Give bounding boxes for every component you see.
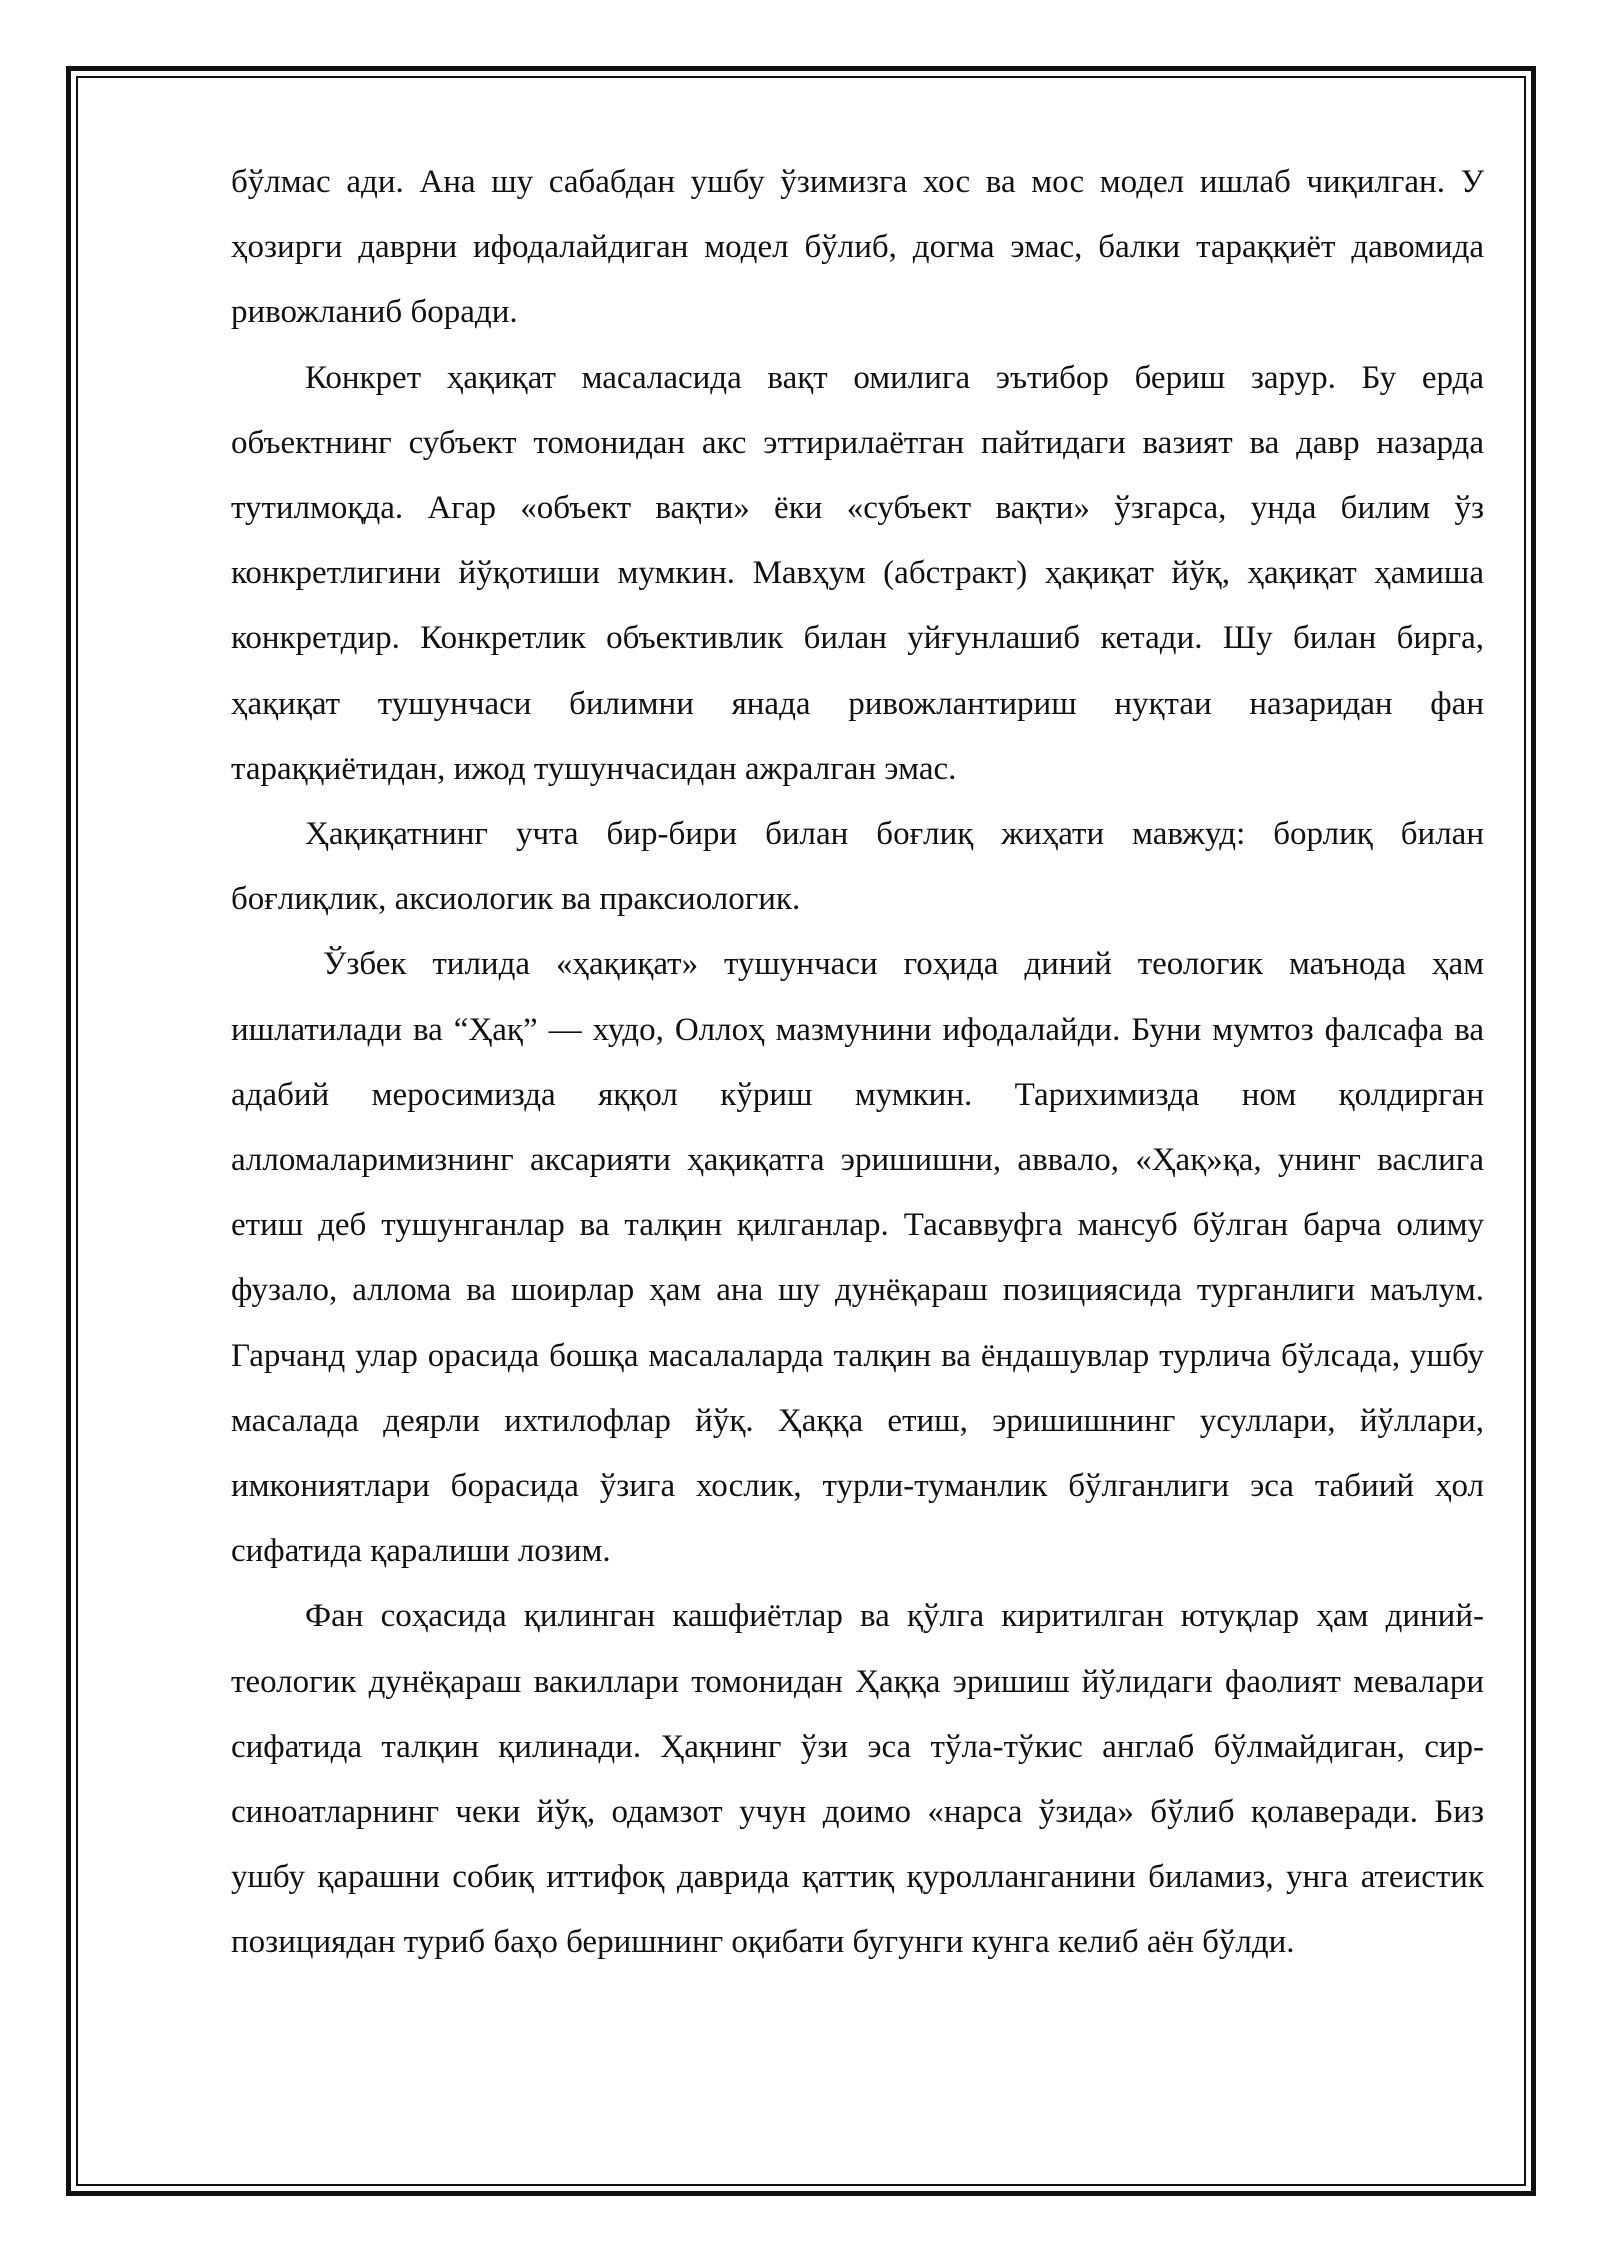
paragraph-continuation: бўлмас ади. Ана шу сабабдан ушбу ўзимизга хос ва мос модел ишлаб чиқилган. У ҳозирги даврни ифодалайдиган модел бўлиб, догма эмас, балки тараққиёт давомида ривожланиб боради. — [231, 164, 1484, 331]
paragraph-science-discoveries: Фан соҳасида қилинган кашфиётлар ва қўлга киритилган ютуқлар ҳам диний-теологик дунёқараш вакиллари томонидан Ҳаққа эришиш йўлидаги фаолият мевалари сифатида талқин қилинади. Ҳақнинг ўзи эса тўла-тўкис англаб бўлмайдиган, сир-синоатларнинг чеки йўқ, одамзот учун доимо «нарса ўзида» бўлиб қолаверади. Биз ушбу қарашни собиқ иттифоқ даврида қаттиқ қуролланганини биламиз, унга атеистик позициядан туриб баҳо беришнинг оқибати бугунги кунга келиб аён бўлди. — [231, 1598, 1484, 1961]
paragraph-concrete-truth: Конкрет ҳақиқат масаласида вақт омилига эътибор бериш зарур. Бу ерда объектнинг субъект томонидан акс эттирилаётган пайтидаги вазият ва давр назарда тутилмоқда. Агар «объект вақти» ёки «субъект вақти» ўзгарса, унда билим ўз конкретлигини йўқотиши мумкин. Мавҳум (абстракт) ҳақиқат йўқ, ҳақиқат ҳамиша конкретдир. Конкретлик объективлик билан уйғунлашиб кетади. Шу билан бирга, ҳақиқат тушунчаси билимни янада ривожлантириш нуқтаи назаридан фан тараққиётидан, ижод тушунчасидан ажралган эмас. — [231, 359, 1484, 787]
document-body — [231, 150, 1484, 1976]
paragraph-religious-meaning: Ўзбек тилида «ҳақиқат» тушунчаси гоҳида диний теологик маънода ҳам ишлатилади ва “Ҳақ” — худо, Оллоҳ мазмунини ифодалайди. Буни мумтоз фалсафа ва адабий меросимизда яққол кўриш мумкин. Тарихимизда ном қолдирган алломаларимизнинг аксарияти ҳақиқатга эришишни, аввало, «Ҳақ»қа, унинг васлига етиш деб тушунганлар ва талқин қилганлар. Тасаввуфга мансуб бўлган барча олиму фузало, аллома ва шоирлар ҳам ана шу дунёқараш позициясида турганлиги маълум. Гарчанд улар орасида бошқа масалаларда талқин ва ёндашувлар турлича бўлсада, ушбу масалада деярли ихтилофлар йўқ. Ҳаққа етиш, эришишнинг усуллари, йўллари, имкониятлари борасида ўзига хослик, турли-туманлик бўлганлиги эса табиий ҳол сифатида қаралиши лозим. — [231, 946, 1484, 1570]
paragraph-truth-aspects: Ҳақиқатнинг учта бир-бири билан боғлиқ жиҳати мавжуд: борлиқ билан боғлиқлик, аксиологик ва праксиологик. — [231, 816, 1484, 918]
